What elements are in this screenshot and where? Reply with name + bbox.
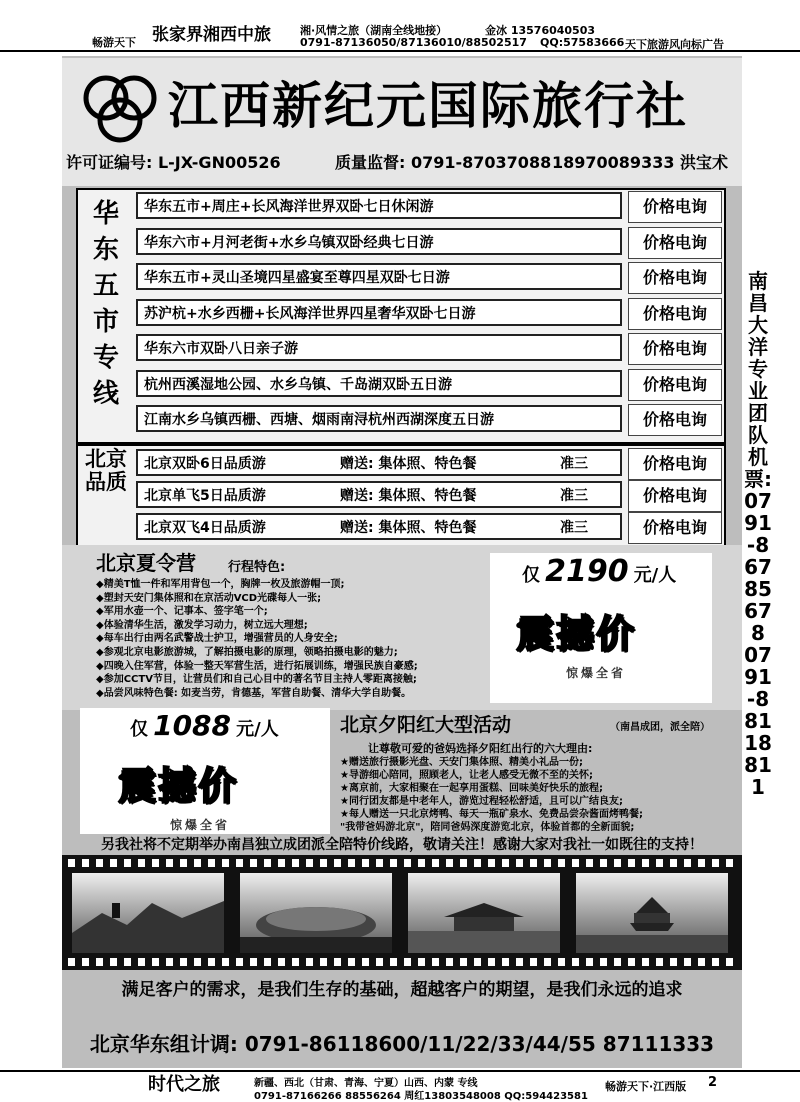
route-row: 江南水乡乌镇西栅、西塘、烟雨南浔杭州西湖深度五日游 [136, 405, 622, 432]
notice: 另我社将不定期举办南昌独立成团派全陪特价线路，敬请关注！感谢大家对我社一如既往的支持！ [101, 837, 703, 853]
beijing-route-gift: 赠送: 集体照、特色餐 [340, 520, 477, 536]
route-row: 华东六市双卧八日亲子游 [136, 334, 622, 361]
beijing-route-price: 价格电询 [628, 448, 722, 480]
page-number: 2 [708, 1075, 718, 1090]
route-row: 华东六市+月河老街+水乡乌镇双卧经典七日游 [136, 228, 622, 255]
beijing-route-name: 北京双飞4日品质游 [144, 520, 266, 536]
camp-bullet: ◆参加CCTV节目，让营员们和自己心目中的著名节目主持人零距离接触; [96, 674, 417, 686]
route-price: 价格电询 [628, 369, 722, 401]
sunset-title: 北京夕阳红大型活动 [340, 714, 512, 736]
route-row: 华东五市+周庄+长风海洋世界双卧七日休闲游 [136, 192, 622, 219]
beijing-route-gift: 赠送: 集体照、特色餐 [340, 456, 477, 472]
sunset-reason: ★导游细心陪同，照顾老人，让老人感受无微不至的关怀; [340, 770, 593, 781]
top-slogan: 畅游天下 [92, 36, 136, 49]
film-holes-bottom [68, 958, 736, 966]
camp-bullet: ◆军用水壶一个、记事本、签字笔一个; [96, 606, 268, 618]
top-company: 张家界湘西中旅 [152, 25, 271, 45]
sunset-price-prefix: 仅 [130, 719, 148, 740]
camp-price-unit: 元/人 [633, 565, 677, 586]
camp-bullet: ◆参观北京电影旅游城，了解拍摄电影的原理，领略拍摄电影的魅力; [96, 647, 398, 658]
beijing-route-price: 价格电询 [628, 480, 722, 512]
beijing-route-name: 北京双卧6日品质游 [144, 456, 266, 472]
camp-bullet: ◆品尝风味特色餐: 如麦当劳，肯德基，军营自助餐、清华大学自助餐。 [96, 687, 412, 699]
route-price: 价格电询 [628, 227, 722, 259]
beijing-route-note: 准三 [560, 520, 588, 536]
camp-price [522, 554, 676, 589]
route-row: 杭州西溪湿地公园、水乡乌镇、千岛湖双卧五日游 [136, 370, 622, 397]
quality-hotline: 质量监督: 0791-87037088 [335, 153, 552, 172]
beijing-route-row [136, 481, 622, 508]
photo-birds-nest [240, 873, 392, 953]
top-phones: 0791-87136050/87136010/88502517 [300, 36, 527, 49]
route-price: 价格电询 [628, 191, 722, 223]
camp-bullet: ◆每车出行由两名武警战士护卫，增强营员的人身安全; [96, 633, 338, 645]
top-qq: QQ:57583666 [540, 36, 625, 49]
bottom-routes: 新疆、西北（甘肃、青海、宁夏）山西、内蒙 专线 [254, 1078, 478, 1089]
beijing-route-row [136, 449, 622, 476]
sunset-price-value: 1088 [153, 709, 232, 742]
bottom-right-label: 畅游天下·江西版 [605, 1080, 687, 1093]
sunset-price-unit: 元/人 [236, 719, 279, 740]
sunset-reason: "我带爸妈游北京"，陪同爸妈深度游览北京，体验首都的全新面貌; [340, 822, 635, 833]
camp-bullet: ◆精美T恤一件和军用背包一个，胸牌一枚及旅游帽一顶; [96, 579, 345, 590]
slogan: 满足客户的需求，是我们生存的基础，超越客户的期望，是我们永远的追求 [121, 980, 683, 1000]
bottom-phones: 0791-87166266 88556264 周红13803548008 QQ:594423581 [254, 1091, 588, 1102]
sunset-boom-label: 惊爆全省 [170, 818, 231, 832]
top-banner [0, 0, 800, 52]
side-phone: 南昌大洋专业团队机票: 0791-86785678 0791-88118811 [744, 269, 772, 799]
sunset-reason: ★同行团友都是中老年人，游览过程轻松舒适，且可以广结良友; [340, 796, 623, 807]
agency-name: 江西新纪元国际旅行社 [168, 77, 688, 135]
footer-phone: 北京华东组计调: 0791-86118600/11/22/33/44/55 87111333 [89, 1032, 715, 1056]
bottom-brand: 时代之旅 [148, 1074, 220, 1095]
license-number: 许可证编号: L-JX-GN00526 [66, 153, 281, 172]
sunset-reason: ★离京前，大家相聚在一起享用蛋糕、回味美好快乐的旅程; [340, 783, 603, 794]
summer-camp-title: 北京夏令营 [96, 551, 196, 575]
photo-film-strip [62, 855, 742, 970]
sunset-shock-label: 震撼价 [118, 764, 239, 808]
sunset-reason: ★赠送旅行摄影光盘、天安门集体照、精美小礼品一份; [340, 757, 583, 768]
sunset-price [130, 709, 279, 742]
top-ad-label: 天下旅游风向标广告 [625, 38, 724, 51]
photo-temple-of-heaven [576, 873, 728, 953]
camp-bullet: ◆四晚入住军营，体验一整天军营生活，进行拓展训练，增强民族自豪感; [96, 660, 418, 672]
camp-price-prefix: 仅 [522, 565, 540, 586]
sunset-reason: ★每人赠送一只北京烤鸭、每天一瓶矿泉水、免费品尝杂酱面烤鸭餐; [340, 809, 643, 820]
header-phone: 18970089333 洪宝术 [552, 153, 729, 172]
beijing-route-price: 价格电询 [628, 512, 722, 544]
beijing-route-note: 准三 [560, 488, 588, 504]
beijing-route-name: 北京单飞5日品质游 [144, 488, 266, 504]
route-price: 价格电询 [628, 333, 722, 365]
huadong-label: 华东五市专线 [92, 199, 119, 409]
route-price: 价格电询 [628, 404, 722, 436]
route-price: 价格电询 [628, 262, 722, 294]
route-row: 苏沪杭+水乡西栅+长风海洋世界四星奢华双卧七日游 [136, 299, 622, 326]
route-price: 价格电询 [628, 298, 722, 330]
photo-forbidden-city [408, 873, 560, 953]
beijing-label: 北京品质 [85, 447, 127, 494]
beijing-route-row [136, 513, 622, 540]
route-row: 华东五市+灵山圣境四星盛宴至尊四星双卧七日游 [136, 263, 622, 290]
summer-camp-subtitle: 行程特色: [228, 560, 286, 575]
sunset-subtitle: （南昌成团，派全陪） [610, 722, 710, 733]
top-tagline: 湘·风情之旅（湖南全线地接） [300, 24, 448, 37]
top-contact: 金冰 13576040503 [485, 24, 596, 37]
camp-bullet: ◆体验清华生活，激发学习动力，树立远大理想; [96, 619, 308, 631]
sunset-intro: 让尊敬可爱的爸妈选择夕阳红出行的六大理由: [368, 742, 593, 755]
camp-bullet: ◆塑封天安门集体照和在京活动VCD光碟每人一张; [96, 592, 322, 604]
beijing-route-gift: 赠送: 集体照、特色餐 [340, 488, 477, 504]
film-holes-top [68, 859, 736, 867]
camp-shock-label: 震撼价 [516, 612, 637, 656]
camp-price-value: 2190 [545, 554, 629, 589]
photo-great-wall [72, 873, 224, 953]
beijing-route-note: 准三 [560, 456, 588, 472]
camp-boom-label: 惊爆全省 [566, 666, 627, 680]
logo-rings-icon [78, 70, 162, 146]
